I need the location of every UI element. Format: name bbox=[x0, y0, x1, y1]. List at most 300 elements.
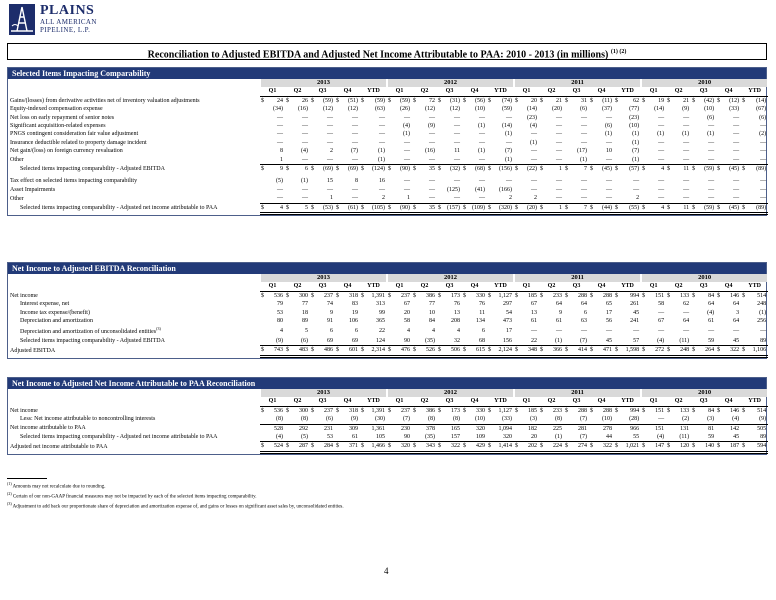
table-cell: 1,094 bbox=[491, 424, 514, 433]
table-cell: 505 bbox=[745, 424, 768, 433]
table-cell: 264 bbox=[695, 346, 716, 356]
table-cell: (89) bbox=[745, 165, 768, 174]
quarter-header-q4: Q4 bbox=[589, 397, 614, 406]
table-cell: — bbox=[379, 114, 385, 121]
table-cell: (63) bbox=[375, 106, 385, 113]
dollar-sign: $ bbox=[285, 346, 289, 356]
quarter-header-q2: Q2 bbox=[539, 87, 564, 96]
quarter-header-row bbox=[8, 397, 768, 406]
table-cell: — bbox=[531, 327, 537, 334]
table-cell: — bbox=[683, 186, 690, 193]
table-cell: 506 bbox=[441, 346, 462, 356]
quarter-header-q1: Q1 bbox=[514, 282, 539, 291]
table-cell: (56) bbox=[475, 97, 485, 104]
table-cell: 64 bbox=[708, 301, 715, 308]
table-cell: (5) bbox=[276, 178, 283, 185]
table-cell: (69) bbox=[314, 165, 335, 174]
dollar-sign: $ bbox=[742, 166, 746, 173]
dollar-sign: $ bbox=[413, 407, 416, 414]
table-cell: — bbox=[379, 186, 385, 193]
table-cell: 156 bbox=[503, 337, 512, 344]
table-cell: 59 bbox=[708, 434, 715, 441]
table-cell: 1 bbox=[543, 165, 564, 174]
table-cell: (11) bbox=[679, 434, 690, 441]
table-cell: 300 bbox=[299, 407, 308, 414]
table-cell: 1,361 bbox=[364, 424, 387, 433]
table-cell: (23) bbox=[527, 114, 537, 121]
row-label: Net income bbox=[10, 407, 38, 414]
table-cell: — bbox=[683, 114, 690, 121]
table-cell: 24 bbox=[277, 97, 283, 104]
row-label: Interest expense, net bbox=[20, 301, 70, 308]
table-cell: — bbox=[556, 186, 562, 193]
table-cell: (67) bbox=[756, 106, 767, 113]
quarter-header-q4: Q4 bbox=[589, 282, 614, 291]
quarter-header-q3: Q3 bbox=[310, 282, 335, 291]
table-cell: 309 bbox=[339, 424, 360, 433]
table-cell: (1) bbox=[580, 156, 587, 163]
table-cell: (45) bbox=[720, 165, 741, 174]
table-cell: 11 bbox=[454, 148, 460, 155]
table-cell: — bbox=[683, 139, 690, 146]
dollar-sign: $ bbox=[336, 166, 339, 173]
dollar-sign: $ bbox=[336, 292, 339, 299]
table-cell: 4 bbox=[407, 327, 410, 334]
table-cell: (1) bbox=[707, 131, 715, 138]
table-cell: (1) bbox=[682, 131, 690, 138]
table-cell: 6 bbox=[330, 327, 333, 334]
table-cell: (6) bbox=[580, 106, 587, 113]
year-header-row bbox=[8, 389, 768, 397]
table-cell: 61 bbox=[556, 318, 562, 325]
table-cell: (4) bbox=[403, 123, 410, 130]
table-cell: 90 bbox=[404, 337, 410, 344]
dollar-sign: $ bbox=[514, 442, 518, 452]
table-cell: (9) bbox=[351, 416, 358, 423]
table-cell: 22 bbox=[531, 337, 537, 344]
table-cell: 483 bbox=[289, 346, 310, 356]
table-cell: — bbox=[683, 178, 690, 185]
table-cell: 18 bbox=[302, 309, 308, 316]
quarter-header-q3: Q3 bbox=[437, 87, 462, 96]
table-cell: — bbox=[760, 148, 767, 155]
dollar-sign: $ bbox=[590, 292, 593, 299]
table-row bbox=[8, 156, 768, 165]
table-cell: 288 bbox=[578, 407, 587, 414]
table-cell: 173 bbox=[451, 407, 460, 414]
table-row bbox=[8, 105, 768, 113]
table-cell: 601 bbox=[339, 346, 360, 356]
table-cell: 5 bbox=[305, 327, 308, 334]
table-cell: 67 bbox=[658, 318, 665, 325]
table-cell: 17 bbox=[506, 327, 512, 334]
table-cell: 6 bbox=[584, 309, 587, 316]
dollar-sign: $ bbox=[413, 97, 416, 104]
table-cell: (23) bbox=[629, 114, 640, 121]
table-cell: — bbox=[404, 148, 410, 155]
table-cell: 1 bbox=[543, 203, 564, 213]
dollar-sign: $ bbox=[336, 407, 339, 414]
dollar-sign: $ bbox=[565, 292, 568, 299]
table-cell: — bbox=[277, 123, 283, 130]
dollar-sign: $ bbox=[335, 346, 339, 356]
table-cell: — bbox=[429, 114, 435, 121]
table-cell: (12) bbox=[323, 106, 333, 113]
quarter-header-ytd: YTD bbox=[614, 282, 641, 291]
table-cell: (12) bbox=[348, 106, 358, 113]
dollar-sign: $ bbox=[642, 292, 646, 299]
table-row bbox=[8, 147, 768, 155]
table-cell: 386 bbox=[426, 292, 435, 299]
year-header-2012: 2012 bbox=[387, 274, 514, 282]
table-cell: — bbox=[352, 139, 358, 146]
table-cell: 9 bbox=[559, 309, 562, 316]
row-label: Depreciation and amortization bbox=[20, 318, 93, 325]
dollar-sign: $ bbox=[462, 442, 466, 452]
table-cell: 11 bbox=[670, 203, 691, 213]
dollar-sign: $ bbox=[614, 346, 618, 356]
table-cell: — bbox=[658, 139, 665, 146]
year-header-2013: 2013 bbox=[260, 389, 387, 397]
table-cell: 187 bbox=[720, 442, 741, 452]
table-cell: 2 bbox=[330, 148, 333, 155]
financial-table bbox=[8, 389, 769, 454]
table-cell: 55 bbox=[633, 434, 640, 441]
table-cell: (7) bbox=[505, 148, 512, 155]
dollar-sign: $ bbox=[488, 97, 491, 104]
row-label: Income tax expense/(benefit) bbox=[20, 309, 90, 316]
table-cell: 58 bbox=[404, 318, 410, 325]
dollar-sign: $ bbox=[437, 346, 441, 356]
table-cell: 10 bbox=[606, 148, 612, 155]
dollar-sign: $ bbox=[515, 407, 518, 414]
table-cell: 140 bbox=[695, 442, 716, 452]
quarter-header-q1: Q1 bbox=[514, 87, 539, 96]
table-row bbox=[8, 122, 768, 130]
table-cell: 429 bbox=[466, 442, 487, 452]
table-cell: 151 bbox=[645, 424, 666, 433]
table-cell: 68 bbox=[479, 337, 485, 344]
table-cell: 287 bbox=[289, 442, 310, 452]
row-label: Gains/(losses) from derivative activities net of inventory valuation adjustments bbox=[10, 97, 200, 104]
table-row bbox=[8, 442, 768, 452]
dollar-sign: $ bbox=[667, 407, 671, 414]
table-cell: 65 bbox=[606, 301, 612, 308]
table-cell: — bbox=[581, 139, 587, 146]
table-row bbox=[8, 194, 768, 203]
dollar-sign: $ bbox=[614, 203, 618, 213]
table-cell: 486 bbox=[314, 346, 335, 356]
table-cell: — bbox=[531, 131, 537, 138]
table-cell: — bbox=[733, 186, 740, 193]
table-cell: 21 bbox=[683, 97, 690, 104]
table-cell: — bbox=[683, 148, 690, 155]
table-cell: 59 bbox=[708, 337, 715, 344]
dollar-sign: $ bbox=[717, 292, 721, 299]
table-cell: (1) bbox=[378, 156, 385, 163]
table-cell: (8) bbox=[276, 416, 283, 423]
year-header-2010: 2010 bbox=[641, 274, 768, 282]
table-cell: — bbox=[633, 186, 640, 193]
logo-text-all-american: ALL AMERICAN bbox=[40, 18, 97, 26]
table-cell: (5) bbox=[301, 434, 308, 441]
quarter-header-q1: Q1 bbox=[387, 282, 412, 291]
dollar-sign: $ bbox=[717, 407, 721, 414]
dollar-sign: $ bbox=[615, 407, 618, 414]
table-cell: 80 bbox=[277, 318, 283, 325]
table-cell: 297 bbox=[503, 301, 512, 308]
table-cell: 15 bbox=[327, 178, 333, 185]
dollar-sign: $ bbox=[413, 292, 416, 299]
table-cell: 318 bbox=[349, 407, 358, 414]
table-cell: (35) bbox=[425, 434, 435, 441]
dollar-sign: $ bbox=[666, 203, 670, 213]
dollar-sign: $ bbox=[590, 97, 593, 104]
table-cell: 63 bbox=[581, 318, 587, 325]
table-cell: — bbox=[277, 131, 283, 138]
table-cell: 133 bbox=[680, 292, 690, 299]
table-cell: 134 bbox=[476, 318, 485, 325]
table-cell: 133 bbox=[680, 407, 690, 414]
table-cell: 17 bbox=[606, 309, 612, 316]
quarter-header-q1: Q1 bbox=[641, 87, 666, 96]
table-cell: 99 bbox=[379, 309, 385, 316]
table-row bbox=[8, 139, 768, 147]
table-cell: — bbox=[658, 178, 665, 185]
table-cell: (32) bbox=[441, 165, 462, 174]
table-cell: 208 bbox=[451, 318, 460, 325]
dollar-sign: $ bbox=[565, 97, 568, 104]
dollar-sign: $ bbox=[488, 166, 491, 173]
dollar-sign: $ bbox=[462, 203, 466, 213]
table-cell: — bbox=[708, 139, 715, 146]
table-cell: (1) bbox=[632, 139, 640, 146]
table-cell: (320) bbox=[491, 203, 514, 213]
page-title-text: Reconciliation to Adjusted EBITDA and Adjusted Net Income Attributable to PAA: 2010 - 2013 (in millions) bbox=[147, 49, 609, 61]
table-cell: (1) bbox=[605, 131, 612, 138]
dollar-sign: $ bbox=[387, 442, 391, 452]
quarter-header-q3: Q3 bbox=[691, 87, 716, 96]
table-cell: — bbox=[658, 416, 665, 423]
table-cell: (1) bbox=[505, 156, 512, 163]
table-cell: (1) bbox=[301, 178, 308, 185]
dollar-sign: $ bbox=[692, 292, 696, 299]
table-cell: 365 bbox=[376, 318, 385, 325]
table-cell: 45 bbox=[733, 337, 740, 344]
table-cell: 7 bbox=[568, 203, 589, 213]
table-cell: (2) bbox=[759, 131, 767, 138]
dollar-sign: $ bbox=[360, 203, 364, 213]
quarter-header-q2: Q2 bbox=[412, 282, 437, 291]
footnote-2: $^{(2)}$ Certain of our non-GAAP financial measures may not be impacted by each of the selected items impacting comparability. bbox=[7, 491, 257, 500]
row-label: PNGS contingent consideration fair value adjustment bbox=[10, 131, 139, 138]
quarter-header-q3: Q3 bbox=[564, 282, 589, 291]
table-cell: (4) bbox=[657, 434, 665, 441]
table-cell: (34) bbox=[273, 106, 283, 113]
dollar-sign: $ bbox=[589, 442, 593, 452]
table-cell: 5 bbox=[289, 203, 310, 213]
row-label: Net income attributable to PAA bbox=[10, 425, 86, 432]
table-cell: 89 bbox=[760, 434, 767, 441]
table-cell: 237 bbox=[401, 407, 410, 414]
dollar-sign: $ bbox=[335, 442, 339, 452]
table-cell: 20 bbox=[404, 309, 410, 316]
table-cell: 67 bbox=[531, 301, 537, 308]
table-cell: 7 bbox=[568, 165, 589, 174]
table-cell: — bbox=[429, 156, 435, 163]
table-cell: — bbox=[760, 139, 767, 146]
table-cell: 966 bbox=[618, 424, 641, 433]
dollar-sign: $ bbox=[463, 97, 466, 104]
quarter-header-ytd: YTD bbox=[741, 397, 768, 406]
table-cell: (4) bbox=[530, 123, 537, 130]
row-label: Adjusted net income attributable to PAA bbox=[10, 443, 108, 450]
table-cell: — bbox=[327, 139, 333, 146]
table-cell: 224 bbox=[543, 442, 564, 452]
table-cell: 13 bbox=[454, 309, 460, 316]
table-cell: — bbox=[404, 186, 410, 193]
dollar-sign: $ bbox=[742, 97, 746, 104]
table-cell: — bbox=[531, 148, 537, 155]
table-cell: (1) bbox=[505, 131, 512, 138]
table-cell: 53 bbox=[277, 309, 283, 316]
dollar-sign: $ bbox=[642, 407, 646, 414]
table-cell: 64 bbox=[556, 301, 562, 308]
table-cell: 4 bbox=[432, 327, 435, 334]
table-cell: 185 bbox=[528, 407, 537, 414]
dollar-sign: $ bbox=[412, 442, 416, 452]
table-cell: 278 bbox=[593, 424, 614, 433]
table-cell: — bbox=[606, 139, 612, 146]
table-cell: 89 bbox=[302, 318, 308, 325]
dollar-sign: $ bbox=[438, 292, 441, 299]
table-cell: 142 bbox=[720, 424, 741, 433]
table-cell: 536 bbox=[274, 407, 283, 414]
dollar-sign: $ bbox=[311, 407, 314, 414]
dollar-sign: $ bbox=[642, 97, 646, 104]
table-cell: 248 bbox=[757, 301, 767, 308]
dollar-sign: $ bbox=[336, 97, 339, 104]
table-cell: (14) bbox=[756, 97, 767, 104]
year-header-2012: 2012 bbox=[387, 79, 514, 87]
table-row bbox=[8, 406, 768, 415]
table-cell: 20 bbox=[531, 97, 537, 104]
table-cell: 83 bbox=[352, 301, 358, 308]
quarter-header-q3: Q3 bbox=[691, 397, 716, 406]
table-cell: (7) bbox=[632, 148, 640, 155]
table-cell: — bbox=[429, 139, 435, 146]
table-cell: — bbox=[633, 178, 640, 185]
table-cell: 322 bbox=[441, 442, 462, 452]
year-header-2010: 2010 bbox=[641, 79, 768, 87]
dollar-sign: $ bbox=[692, 97, 696, 104]
table-cell: 45 bbox=[606, 337, 612, 344]
table-cell: 320 bbox=[503, 434, 512, 441]
table-cell: (9) bbox=[428, 123, 435, 130]
dollar-sign: $ bbox=[564, 203, 568, 213]
table-cell: — bbox=[327, 186, 333, 193]
table-cell: 84 bbox=[429, 318, 435, 325]
table-cell: (59) bbox=[695, 203, 716, 213]
table-cell: — bbox=[454, 178, 460, 185]
table-cell: — bbox=[277, 139, 283, 146]
table-cell: 64 bbox=[733, 301, 740, 308]
table-cell: — bbox=[277, 114, 283, 121]
table-cell: (31) bbox=[450, 97, 460, 104]
table-cell: (124) bbox=[364, 165, 387, 174]
dollar-sign: $ bbox=[565, 407, 568, 414]
table-cell: (1) bbox=[403, 131, 410, 138]
dollar-sign: $ bbox=[515, 97, 518, 104]
table-cell: (3) bbox=[530, 416, 537, 423]
quarter-header-q3: Q3 bbox=[437, 397, 462, 406]
table-cell: (1) bbox=[632, 156, 640, 163]
table-cell: (11) bbox=[679, 337, 690, 344]
table-row bbox=[8, 203, 768, 213]
table-cell: (30) bbox=[375, 416, 385, 423]
table-cell: — bbox=[658, 327, 665, 334]
year-header-2013: 2013 bbox=[260, 274, 387, 282]
table-cell: — bbox=[352, 114, 358, 121]
table-cell: — bbox=[556, 195, 562, 202]
table-cell: — bbox=[733, 327, 740, 334]
section-heading: Net Income to Adjusted EBITDA Reconciliation bbox=[8, 263, 766, 274]
quarter-header-q3: Q3 bbox=[310, 87, 335, 96]
row-label: Net gain/(loss) on foreign currency revaluation bbox=[10, 148, 123, 155]
table-cell: 4 bbox=[264, 203, 285, 213]
table-cell: — bbox=[352, 156, 358, 163]
section-ebitda-reconciliation bbox=[7, 262, 767, 359]
dollar-sign: $ bbox=[463, 407, 466, 414]
quarter-header-ytd: YTD bbox=[360, 87, 387, 96]
table-cell: 11 bbox=[479, 309, 485, 316]
table-row bbox=[8, 346, 768, 356]
table-cell: 386 bbox=[426, 407, 435, 414]
table-cell: 2,124 bbox=[491, 346, 514, 356]
dollar-sign: $ bbox=[742, 407, 746, 414]
table-cell: (4) bbox=[657, 337, 665, 344]
table-cell: (77) bbox=[629, 106, 640, 113]
dollar-sign: $ bbox=[261, 407, 264, 414]
table-row bbox=[8, 186, 768, 194]
table-cell: — bbox=[479, 156, 485, 163]
table-row bbox=[8, 300, 768, 308]
table-cell: — bbox=[327, 114, 333, 121]
table-cell: 57 bbox=[633, 337, 640, 344]
table-cell: 26 bbox=[302, 97, 308, 104]
table-cell: 225 bbox=[543, 424, 564, 433]
table-cell: 146 bbox=[730, 407, 740, 414]
table-cell: 2,314 bbox=[364, 346, 387, 356]
dollar-sign: $ bbox=[539, 203, 543, 213]
table-cell: (109) bbox=[466, 203, 487, 213]
dollar-sign: $ bbox=[717, 97, 721, 104]
table-cell: 84 bbox=[708, 292, 715, 299]
table-cell: 62 bbox=[683, 301, 690, 308]
table-cell: 6 bbox=[289, 165, 310, 174]
quarter-header-q2: Q2 bbox=[412, 397, 437, 406]
table-cell: 528 bbox=[264, 424, 285, 433]
logo-text-pipeline: PIPELINE, L.P. bbox=[40, 26, 91, 34]
table-cell: (4) bbox=[276, 434, 283, 441]
quarter-header-q4: Q4 bbox=[462, 87, 487, 96]
table-cell: (4) bbox=[301, 148, 308, 155]
table-cell: 64 bbox=[683, 318, 690, 325]
dollar-sign: $ bbox=[437, 442, 441, 452]
dollar-sign: $ bbox=[540, 407, 543, 414]
dollar-sign: $ bbox=[260, 442, 264, 452]
quarter-header-q2: Q2 bbox=[539, 282, 564, 291]
